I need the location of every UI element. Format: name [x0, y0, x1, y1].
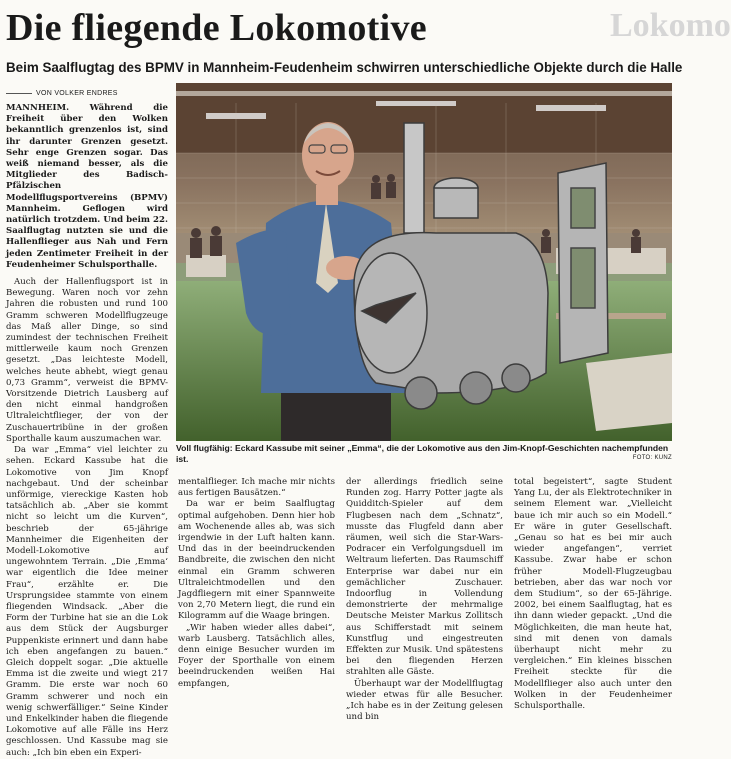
body-paragraph: total begeistert“, sagte Student Yang Lu, der als Elektrotechniker in seinem Element war. „Vielleicht baue ich mir auch so ein Modell.“ Er wäre in guter Gesellschaft. „Genau so hat es bei mir auch wieder angefangen“, verriet Kassube. Zwar habe er schon früher Modell-Flugzeugbau betrieben, aber das war noch vor dem Studium“, so der 65-Jährige. 2002, bei einem Saalflugtag, hat es ihn dann wieder gepackt. „Und die Möglichkeiten, die man heute hat, sind mit denen von damals überhaupt nicht mehr zu vergleichen.“ Ein kleines bisschen Freiheit steckte für die Modellflieger also auch unter den Wolken in der Feudenheimer Schulsporthalle.: [514, 477, 672, 712]
body-paragraph: Überhaupt war der Modellflugtag wieder etwas für alle Besucher. „Ich habe es in der Zeitung gelesen und bin: [346, 678, 503, 723]
adjacent-headline-fragment: Lokomo: [610, 7, 731, 44]
body-paragraph: mentalflieger. Ich mache mir nichts aus fertigen Bausätzen.“: [178, 477, 335, 499]
headline: Die fliegende Lokomotive: [6, 7, 427, 49]
body-paragraph: Da war er beim Saalflugtag optimal aufgehoben. Denn hier hob am Wochenende alles ab, was sich irgendwie in der Luft halten kann. Und das in der beeindruckenden Bandbreite, die zwischen den nicht einmal ein Gramm schweren Ultraleichtmodellen und den Jagdfliegern mit einer Spannweite von 2,70 Metern liegt, die rund ein Kilogramm auf die Waage bringen.: [178, 499, 335, 622]
article-column-3: [346, 477, 503, 723]
article-column-2: [178, 477, 335, 689]
subheadline: Beim Saalflugtag des BPMV in Mannheim-Feudenheim schwirren unterschiedliche Objekte durch die Halle: [6, 60, 683, 75]
article-column-1: [6, 103, 168, 758]
body-paragraph: Auch der Hallenflugsport ist in Bewegung. Waren noch vor zehn Jahren die robusten und rund 100 Gramm schweren Modellflugzeuge das Maß aller Dinge, so sind zumindest der technischen Freiheit mittlerweile kaum noch Grenzen gesetzt. „Das leichteste Modell, welches heute abhebt, wiegt genau 0,73 Gramm“, verweist die BPMV-Vorsitzende Dietrich Lausberg auf den nicht einmal handgroßen Ultraleichtflieger, der von der Zuschauertribüne in der großen Sporthalle kaum auszumachen war.: [6, 277, 168, 444]
body-paragraph: der allerdings friedlich seine Runden zog. Harry Potter jagte als Quidditch-Spieler auf dem Flugbesen nach dem „Schnatz“, musste das Flugfeld dann aber räumen, weil sich die Star-Wars-Podracer ein Verfolgungsduell im Weltraum lieferten. Das Raumschiff Enterprise war dabei nur ein gemächlicher Zuschauer. Indoorflug in Vollendung demonstrierte der mehrmalige Deutsche Meister Markus Zollitsch aus Schifferstadt mit seinem Kunstflug und eingestreuten Effekten zur Musik. Und spätestens bei den fliegenden Herzen strahlten alle Gäste.: [346, 477, 503, 678]
photo-illustration: [176, 83, 672, 441]
lead-paragraph: MANNHEIM. Während die Freiheit über den Wolken bekanntlich grenzenlos ist, sind ihr darunter Grenzen gesetzt. Sehr enge Grenzen sogar. Das weiß niemand besser, als die Mitglieder des Badisch-Pfälzischen Modellflugsportvereins (BPMV) Mannheim. Geflogen wird natürlich trotzdem. Und beim 22. Saalflugtag nutzten sie und die Hallenflieger aus Nah und Fern jeden Zentimeter Freiheit in der Feudenheimer Schulsporthalle.: [6, 103, 168, 270]
article-photo: [176, 83, 672, 441]
photo-caption: Voll flugfähig: Eckard Kassube mit seiner „Emma“, die der Lokomotive aus den Jim-Knopf-Geschichten nachempfunden ist.: [176, 443, 669, 464]
byline: VON VOLKER ENDRES: [36, 90, 118, 97]
body-paragraph: „Wir haben wieder alles dabei“, warb Lausberg. Tatsächlich alles, denn einige Besucher wurden im Foyer der Sporthalle von einem beeindruckenden weißen Hai empfangen,: [178, 622, 335, 689]
body-paragraph: Da war „Emma“ viel leichter zu sehen. Eckard Kassube hat die Lokomotive von Jim Knopf nachgebaut. Und der scheinbar unförmige, viereckige Kasten hob tatsächlich ab. „Aber sie kommt nicht so leicht um die Kurven“, beschrieb der 65-jährige Mannheimer die Eigenheiten der Modell-Lokomotive auf ungewohntem Terrain. „Die ‚Emma‘ war eigentlich die Idee meiner Frau“, erzählte er. Die Ursprungsidee stammte von einem fliegenden Windsack. „Aber die Form der Turbine hat sie an die Lok aus dem Stück der Augsburger Puppenkiste erinnert und dann habe ich eben angefangen zu bauen.“ Gleich doppelt sogar. „Die aktuelle Emma ist die zweite und wiegt 217 Gramm. Die erste war noch 60 Gramm schwerer und noch ein wenig schwerfälliger.“ Seine Kinder und Enkelkinder haben die fliegende Lokomotive auf alle Fälle ins Herz geschlossen. Und Kassube mag sie auch: „Ich bin eben ein Experi-: [6, 445, 168, 758]
photo-credit: FOTO: KUNZ: [632, 455, 672, 461]
article-column-4: [514, 477, 672, 712]
byline-rule: [6, 93, 32, 94]
